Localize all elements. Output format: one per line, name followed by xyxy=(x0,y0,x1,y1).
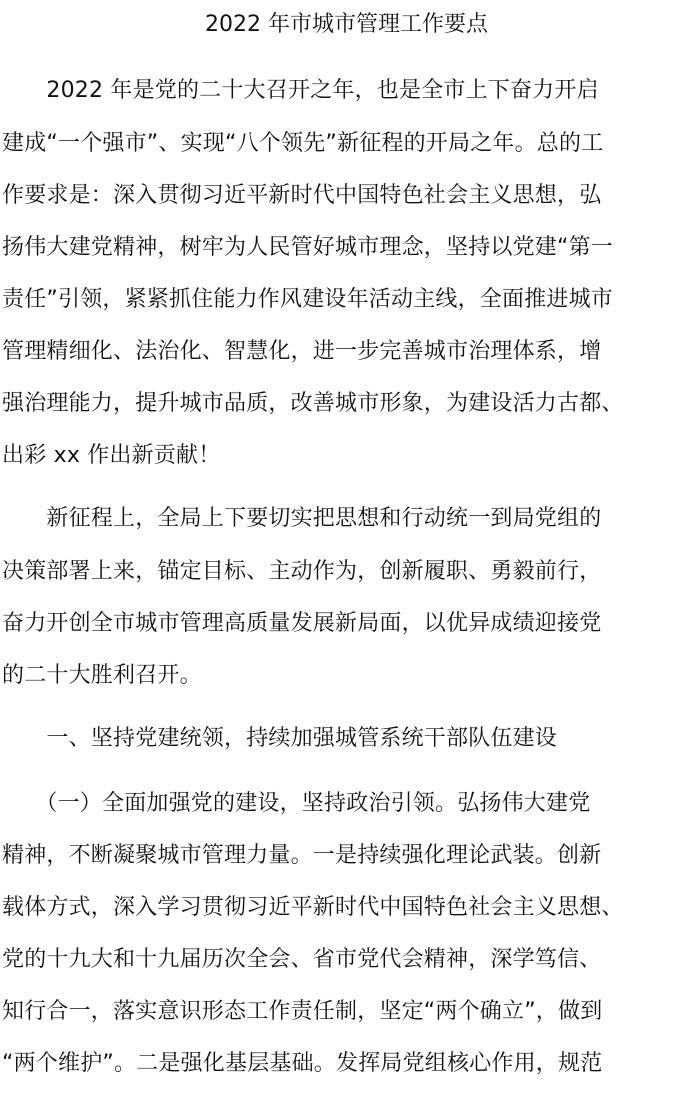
paragraph-3-line-4: 党的十九大和十九届历次全会、省市党代会精神，深学笃信、 xyxy=(2,947,602,972)
paragraph-3-line-6: “两个维护”。二是强化基层基础。发挥局党组核心作用，规范 xyxy=(2,1051,603,1076)
paragraph-2-line-3: 奋力开创全市城市管理高质量发展新局面，以优异成绩迎接党 xyxy=(2,611,602,636)
paragraph-2-line-4: 的二十大胜利召开。 xyxy=(2,663,202,688)
paragraph-3-line-2: 精神，不断凝聚城市管理力量。一是持续强化理论武装。创新 xyxy=(2,843,602,868)
paragraph-3-line-5: 知行合一，落实意识形态工作责任制，坚定“两个确立”，做到 xyxy=(2,999,603,1024)
paragraph-2-line-2: 决策部署上来，锚定目标、主动作为，创新履职、勇毅前行， xyxy=(2,559,602,584)
paragraph-1-line-2: 建成“一个强市”、实现“八个领先”新征程的开局之年。总的工 xyxy=(2,131,604,156)
paragraph-1-line-4: 扬伟大建党精神，树牢为人民管好城市理念，坚持以党建“第一 xyxy=(2,235,613,260)
paragraph-1-line-7: 强治理能力，提升城市品质，改善城市形象，为建设活力古都、 xyxy=(2,391,624,416)
paragraph-3-line-3: 载体方式，深入学习贯彻习近平新时代中国特色社会主义思想、 xyxy=(2,895,624,920)
document-title: 2022 年市城市管理工作要点 xyxy=(205,12,488,37)
paragraph-1-line-6: 管理精细化、法治化、智慧化，进一步完善城市治理体系，增 xyxy=(2,339,602,364)
paragraph-1-line-8: 出彩 xx 作出新贡献！ xyxy=(2,443,221,468)
section-heading-1: 一、坚持党建统领，持续加强城管系统干部队伍建设 xyxy=(2,726,558,751)
paragraph-2-line-1: 新征程上，全局上下要切实把思想和行动统一到局党组的 xyxy=(2,506,602,531)
paragraph-1-line-5: 责任”引领，紧紧抓住能力作风建设年活动主线，全面推进城市 xyxy=(2,287,613,312)
paragraph-1-line-3: 作要求是：深入贯彻习近平新时代中国特色社会主义思想，弘 xyxy=(2,183,602,208)
paragraph-1-line-1: 2022 年是党的二十大召开之年，也是全市上下奋力开启 xyxy=(2,78,599,103)
paragraph-3-line-1: （一）全面加强党的建设，坚持政治引领。弘扬伟大建党 xyxy=(2,791,591,816)
